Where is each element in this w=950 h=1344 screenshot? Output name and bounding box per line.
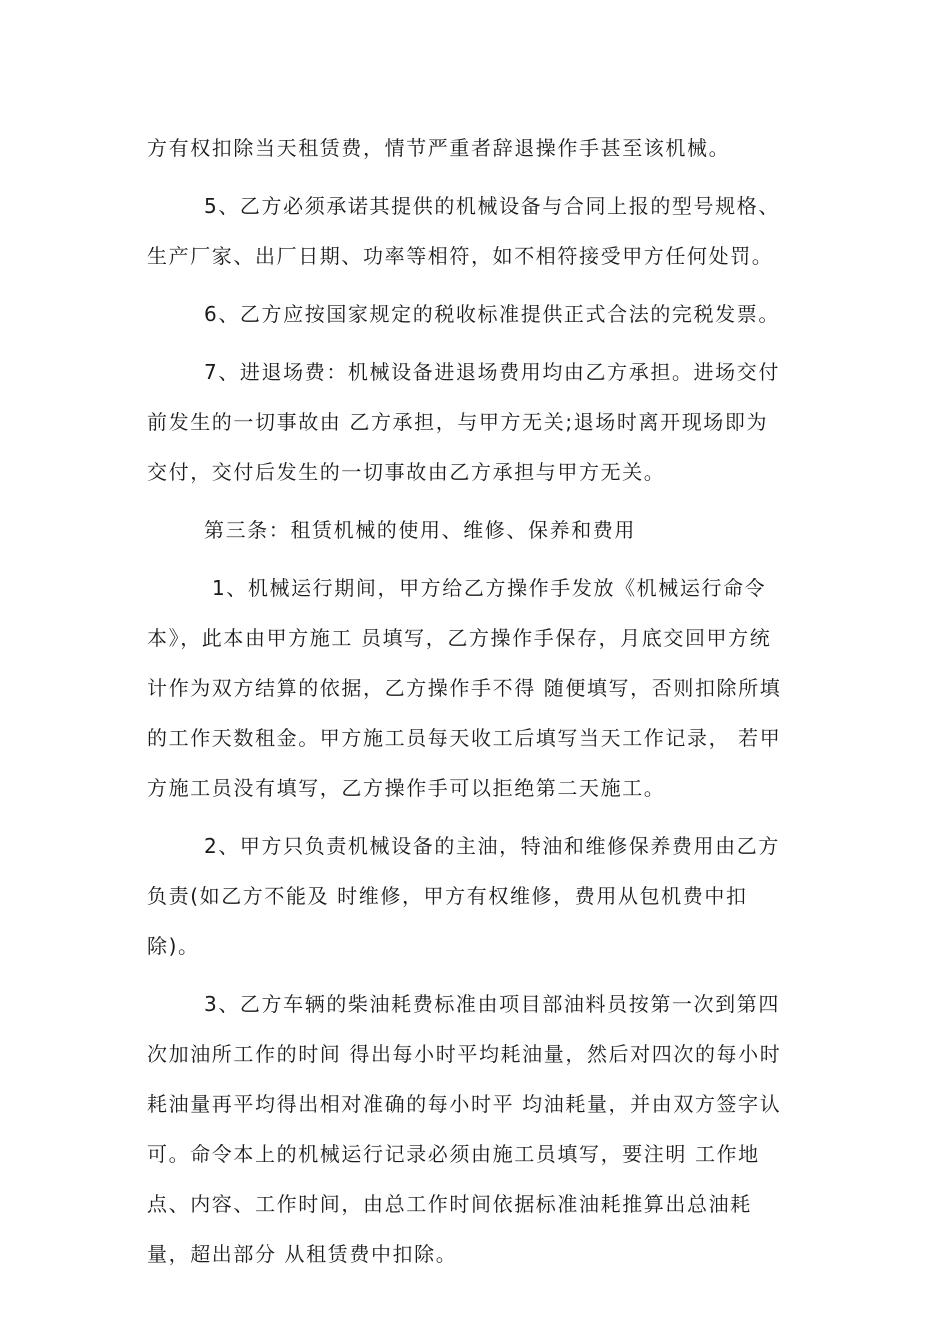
text-line: 负责(如乙方不能及 时维修，甲方有权维修，费用从包机费中扣 xyxy=(147,884,748,908)
text-line: 量，超出部分 从租赁费中扣除。 xyxy=(147,1242,458,1266)
text-line: 计作为双方结算的依据，乙方操作手不得 随便填写，否则扣除所填 xyxy=(147,676,782,700)
text-line: 6、乙方应按国家规定的税收标准提供正式合法的完税发票。 xyxy=(204,302,780,326)
text-line: 7、进退场费：机械设备进退场费用均由乙方承担。进场交付 xyxy=(204,360,780,384)
text-line: 次加油所工作的时间 得出每小时平均耗油量，然后对四次的每小时 xyxy=(147,1042,782,1066)
article-heading xyxy=(147,510,807,550)
paragraph-art3-item-2 xyxy=(147,826,807,966)
text-line: 第三条：租赁机械的使用、维修、保养和费用 xyxy=(204,518,636,542)
text-line: 交付，交付后发生的一切事故由乙方承担与甲方无关。 xyxy=(147,460,666,484)
text-line: 耗油量再平均得出相对准确的每小时平 均油耗量，并由双方签字认 xyxy=(147,1092,782,1116)
text-line: 可。命令本上的机械运行记录必须由施工员填写，要注明 工作地 xyxy=(147,1142,760,1166)
text-line: 本》，此本由甲方施工 员填写，乙方操作手保存，月底交回甲方统 xyxy=(147,626,772,650)
text-line: 的工作天数租金。甲方施工员每天收工后填写当天工作记录， 若甲 xyxy=(147,726,782,750)
paragraph-continuation xyxy=(147,128,807,168)
paragraph-art3-item-1 xyxy=(147,568,807,808)
paragraph-item-6 xyxy=(147,294,807,334)
text-line: 方有权扣除当天租赁费，情节严重者辞退操作手甚至该机械。 xyxy=(147,136,731,160)
text-line: 前发生的一切事故由 乙方承担，与甲方无关;退场时离开现场即为 xyxy=(147,410,769,434)
text-line: 生产厂家、出厂日期、功率等相符，如不相符接受甲方任何处罚。 xyxy=(147,244,774,268)
paragraph-art3-item-3 xyxy=(147,984,807,1274)
text-line: 除)。 xyxy=(147,934,200,958)
text-line: 5、乙方必须承诺其提供的机械设备与合同上报的型号规格、 xyxy=(204,194,780,218)
text-line: 点、内容、工作时间，由总工作时间依据标准油耗推算出总油耗 xyxy=(147,1192,752,1216)
paragraph-item-5 xyxy=(147,186,807,276)
text-line: 方施工员没有填写，乙方操作手可以拒绝第二天施工。 xyxy=(147,776,666,800)
text-line: 1、机械运行期间，甲方给乙方操作手发放《机械运行命令 xyxy=(204,576,767,600)
document-body xyxy=(147,128,807,1274)
paragraph-item-7 xyxy=(147,352,807,492)
text-line: 2、甲方只负责机械设备的主油，特油和维修保养费用由乙方 xyxy=(204,834,780,858)
text-line: 3、乙方车辆的柴油耗费标准由项目部油料员按第一次到第四 xyxy=(204,992,780,1016)
